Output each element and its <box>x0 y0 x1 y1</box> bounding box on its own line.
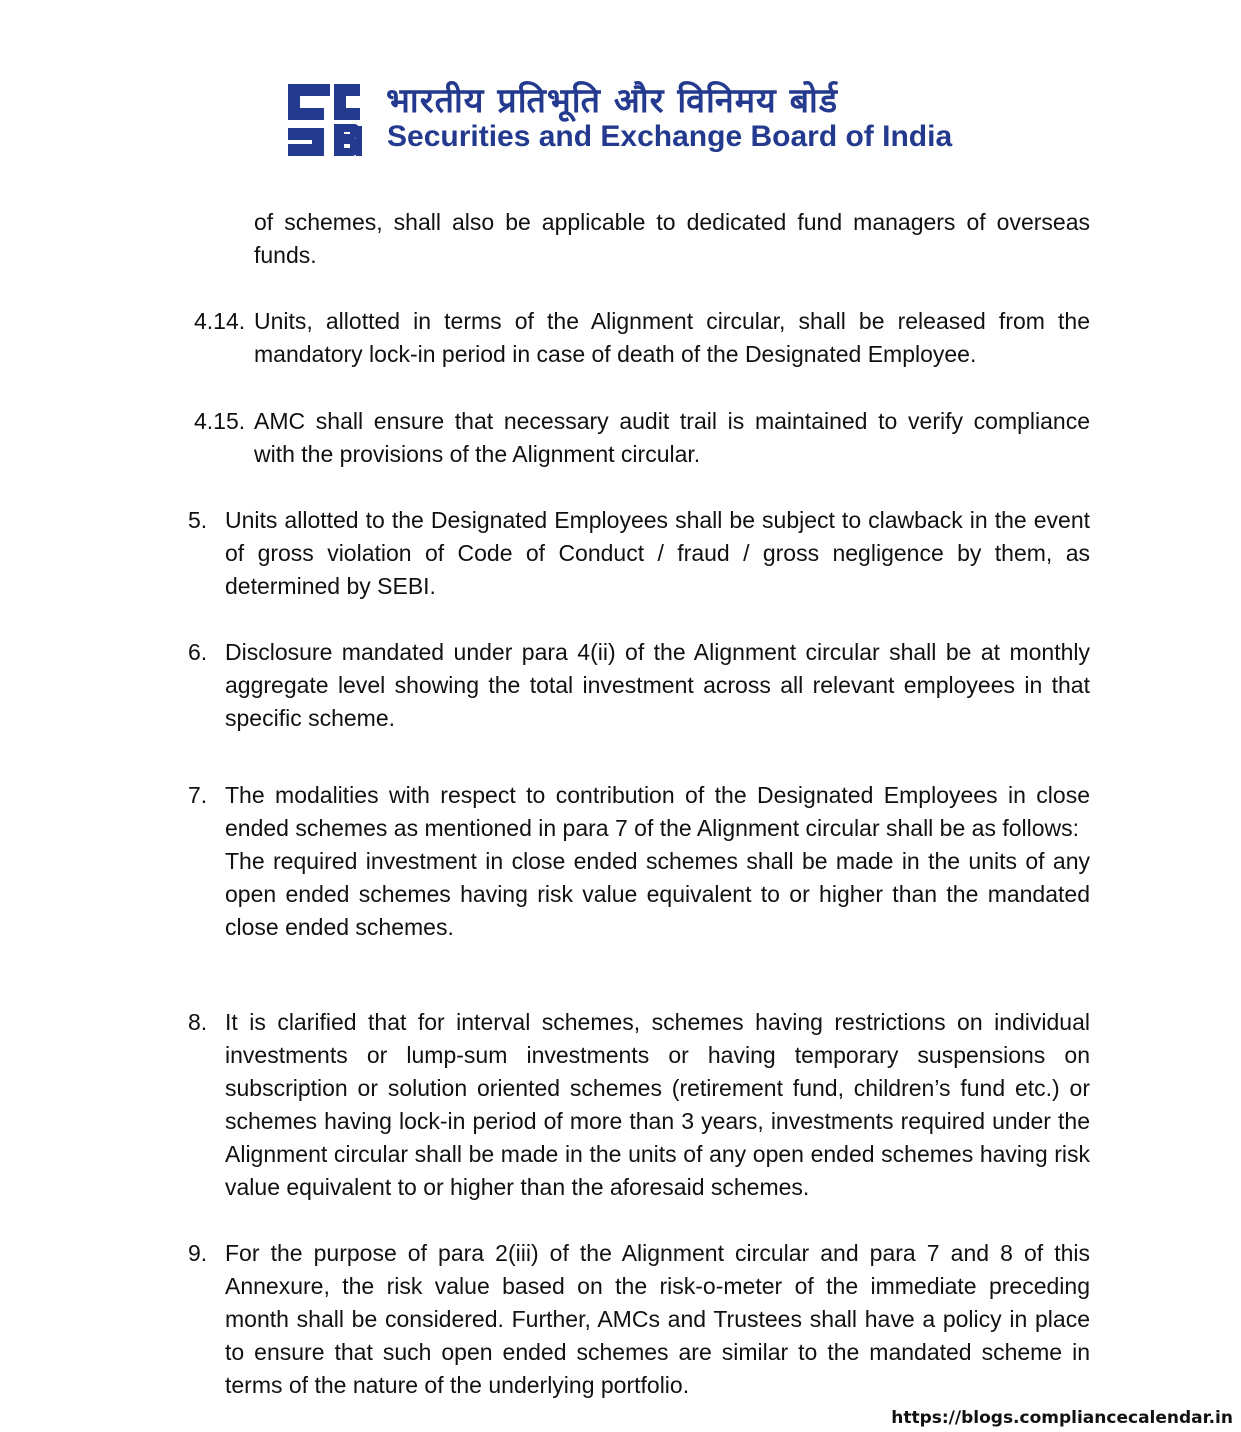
paragraph-9 <box>225 1237 1090 1402</box>
paragraph-5 <box>225 504 1090 603</box>
footer-source-link[interactable]: https://blogs.compliancecalendar.in <box>891 1408 1233 1428</box>
org-name-hindi: भारतीय प्रतिभूति और विनिमय बोर्ड <box>386 81 839 121</box>
paragraph-4-15 <box>254 405 1090 471</box>
paragraph-number: 8. <box>188 1009 208 1035</box>
paragraph-text: Units, allotted in terms of the Alignment circular, shall be released from the mandatory lock-in period in case of death of the Designated Employee. <box>254 308 1090 367</box>
paragraph-subtext: The required investment in close ended schemes shall be made in the units of any open ended schemes having risk value equivalent to or higher than the mandated close ended schemes. <box>225 848 1090 940</box>
paragraph-text: For the purpose of para 2(iii) of the Alignment circular and para 7 and 8 of this Annexure, the risk value based on the risk-o-meter of the immediate preceding month shall be considered. Further, AMCs and Trustees shall have a policy in place to ensure that such open ended schemes are similar to the mandated scheme in terms of the nature of the underlying portfolio. <box>225 1240 1090 1398</box>
sebi-logo <box>284 78 364 158</box>
org-name-english: Securities and Exchange Board of India <box>387 120 953 153</box>
paragraph-text: Disclosure mandated under para 4(ii) of the Alignment circular shall be at monthly aggregate level showing the total investment across all relevant employees in that specific scheme. <box>225 639 1090 731</box>
paragraph-text: of schemes, shall also be applicable to dedicated fund managers of overseas funds. <box>254 209 1090 268</box>
paragraph-continuation <box>254 206 1090 272</box>
letterhead <box>284 76 954 158</box>
paragraph-7 <box>225 779 1090 944</box>
paragraph-number: 9. <box>188 1240 208 1266</box>
paragraph-6 <box>225 636 1090 735</box>
paragraph-number: 7. <box>188 782 208 808</box>
paragraph-text: The modalities with respect to contribution of the Designated Employees in close ended schemes as mentioned in para 7 of the Alignment circular shall be as follows: <box>225 782 1090 841</box>
paragraph-number: 4.14. <box>194 308 246 334</box>
paragraph-8 <box>225 1006 1090 1204</box>
paragraph-number: 5. <box>188 507 208 533</box>
paragraph-text: AMC shall ensure that necessary audit trail is maintained to verify compliance with the provisions of the Alignment circular. <box>254 408 1090 467</box>
paragraph-text: It is clarified that for interval schemes, schemes having restrictions on individual investments or lump-sum investments or having temporary suspensions on subscription or solution oriented schemes (retirement fund, children’s fund etc.) or schemes having lock-in period of more than 3 years, investments required under the Alignment circular shall be made in the units of any open ended schemes having risk value equivalent to or higher than the aforesaid schemes. <box>225 1009 1090 1200</box>
paragraph-text: Units allotted to the Designated Employees shall be subject to clawback in the event of gross violation of Code of Conduct / fraud / gross negligence by them, as determined by SEBI. <box>225 507 1090 599</box>
paragraph-number: 4.15. <box>194 408 246 434</box>
paragraph-number: 6. <box>188 639 208 665</box>
paragraph-4-14 <box>254 305 1090 371</box>
